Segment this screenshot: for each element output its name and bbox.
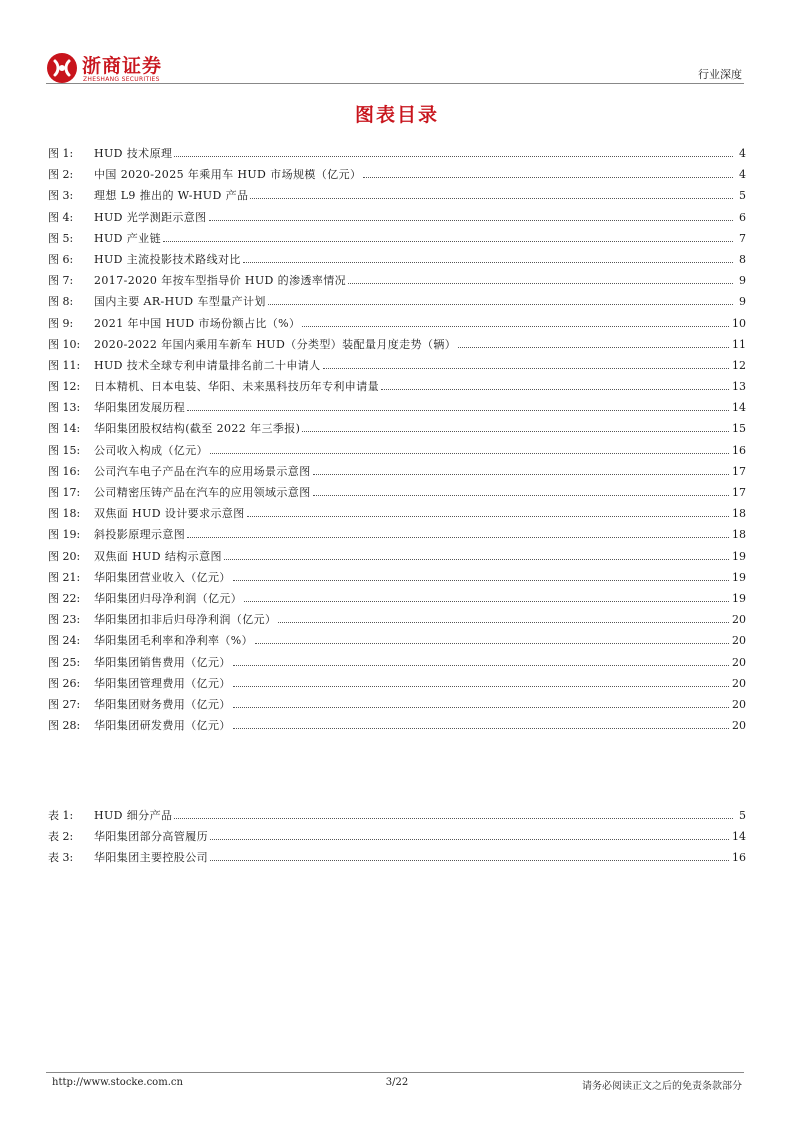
toc-entry-page: 18 <box>732 528 746 542</box>
toc-entry-page: 20 <box>732 676 746 690</box>
figure-toc-entry[interactable] <box>48 526 746 547</box>
toc-entry-title: 华阳集团扣非后归母净利润（亿元） <box>94 613 277 627</box>
toc-entry-title: 国内主要 AR-HUD 车型量产计划 <box>94 295 266 309</box>
toc-entry-page: 19 <box>732 591 746 605</box>
toc-entry-number: 图 17: <box>48 486 81 499</box>
toc-dot-leader <box>210 860 729 861</box>
toc-dot-leader <box>363 177 733 178</box>
figure-toc-entry[interactable] <box>48 632 746 653</box>
toc-entry-number: 图 24: <box>48 634 81 648</box>
figure-toc-entry[interactable] <box>48 569 746 590</box>
page-title: 图表目录 <box>354 104 439 126</box>
toc-entry-page: 16 <box>732 443 746 457</box>
toc-entry-number: 图 28: <box>48 719 81 733</box>
toc-entry-number: 图 8: <box>48 295 74 309</box>
toc-entry-title: 华阳集团归母净利润（亿元） <box>94 591 243 605</box>
toc-entry-number: 图 15: <box>48 443 81 457</box>
figure-toc-entry[interactable] <box>48 399 746 420</box>
figure-toc-entry[interactable] <box>48 357 746 378</box>
toc-entry-page: 14 <box>732 401 746 415</box>
toc-entry-title: 中国 2020-2025 年乘用车 HUD 市场规模（亿元） <box>94 168 362 182</box>
toc-dot-leader <box>174 156 733 157</box>
toc-entry-page: 20 <box>732 655 746 669</box>
toc-entry-title: 公司收入构成（亿元） <box>94 443 208 457</box>
toc-entry-number: 图 12: <box>48 380 81 394</box>
toc-entry-number: 图 27: <box>48 697 81 711</box>
toc-entry-title: HUD 光学测距示意图 <box>94 210 207 224</box>
toc-entry-number: 图 26: <box>48 676 81 690</box>
toc-entry-number: 图 6: <box>48 252 74 266</box>
toc-dot-leader <box>163 241 733 242</box>
toc-dot-leader <box>313 474 729 475</box>
figure-toc-entry[interactable] <box>48 420 746 441</box>
toc-entry-page: 7 <box>739 231 746 245</box>
toc-dot-leader <box>224 559 729 560</box>
toc-entry-number: 图 19: <box>48 528 81 542</box>
footer-divider <box>46 1072 744 1073</box>
toc-entry-title: 日本精机、日本电装、华阳、未来黑科技历年专利申请量 <box>94 380 379 394</box>
toc-entry-number: 图 10: <box>48 337 81 351</box>
toc-entry-title: 2017-2020 年按车型指导价 HUD 的渗透率情况 <box>94 274 347 288</box>
toc-entry-number: 图 9: <box>48 316 74 330</box>
figure-list <box>48 145 746 738</box>
toc-dot-leader <box>348 283 733 284</box>
toc-entry-title: 理想 L9 推出的 W-HUD 产品 <box>94 189 249 203</box>
figure-toc-entry[interactable] <box>48 378 746 399</box>
toc-entry-page: 20 <box>732 613 746 627</box>
toc-dot-leader <box>323 368 729 369</box>
toc-dot-leader <box>255 643 729 644</box>
toc-dot-leader <box>268 304 733 305</box>
toc-entry-title: HUD 技术全球专利申请量排名前二十申请人 <box>94 358 321 372</box>
toc-dot-leader <box>210 453 729 454</box>
header-divider <box>46 83 744 84</box>
figure-toc-entry[interactable] <box>48 336 746 357</box>
toc-dot-leader <box>174 818 733 819</box>
toc-entry-page: 5 <box>739 189 746 203</box>
toc-entry-title: 公司精密压铸产品在汽车的应用领域示意图 <box>94 486 311 499</box>
footer-url[interactable]: http://www.stocke.com.cn <box>52 1077 183 1088</box>
toc-entry-number: 图 7: <box>48 274 74 288</box>
toc-dot-leader <box>187 537 729 538</box>
toc-entry-page: 18 <box>732 507 746 521</box>
zheshang-logo-icon <box>46 52 78 84</box>
toc-entry-number: 图 25: <box>48 655 81 669</box>
table-toc-entry[interactable] <box>48 828 746 849</box>
toc-entry-page: 12 <box>732 358 746 372</box>
table-toc-entry[interactable] <box>48 807 746 828</box>
toc-entry-title: HUD 产业链 <box>94 231 161 245</box>
figure-toc-entry[interactable] <box>48 272 746 293</box>
figure-toc-entry[interactable] <box>48 442 746 463</box>
toc-entry-title: 华阳集团毛利率和净利率（%） <box>94 634 254 648</box>
figure-toc-entry[interactable] <box>48 251 746 272</box>
toc-entry-page: 19 <box>732 570 746 584</box>
toc-entry-number: 表 3: <box>48 851 74 865</box>
figure-toc-entry[interactable] <box>48 654 746 675</box>
toc-entry-number: 图 3: <box>48 189 74 203</box>
toc-entry-number: 图 4: <box>48 210 74 224</box>
toc-dot-leader <box>209 220 733 221</box>
toc-entry-title: 华阳集团财务费用（亿元） <box>94 697 231 711</box>
footer-page-number: 3/22 <box>385 1077 409 1088</box>
toc-entry-page: 13 <box>732 380 746 394</box>
toc-entry-title: HUD 细分产品 <box>94 809 173 822</box>
toc-entry-page: 15 <box>732 422 746 436</box>
toc-dot-leader <box>302 326 729 327</box>
toc-entry-title: 2020-2022 年国内乘用车新车 HUD（分类型）装配量月度走势（辆） <box>94 337 457 351</box>
toc-dot-leader <box>233 686 729 687</box>
toc-entry-title: 华阳集团股权结构(截至 2022 年三季报) <box>94 422 301 436</box>
toc-entry-number: 表 2: <box>48 830 74 844</box>
toc-entry-title: 华阳集团主要控股公司 <box>94 851 208 865</box>
toc-entry-title: 公司汽车电子产品在汽车的应用场景示意图 <box>94 464 311 478</box>
toc-entry-page: 9 <box>739 274 746 288</box>
figure-toc-entry[interactable] <box>48 187 746 208</box>
figure-toc-entry[interactable] <box>48 145 746 166</box>
toc-entry-page: 4 <box>739 168 746 182</box>
toc-entry-page: 16 <box>732 851 746 865</box>
figure-toc-entry[interactable] <box>48 696 746 717</box>
toc-entry-page: 17 <box>732 464 746 478</box>
toc-dot-leader <box>244 601 729 602</box>
toc-entry-page: 6 <box>739 210 746 224</box>
toc-entry-page: 20 <box>732 719 746 733</box>
toc-entry-number: 图 11: <box>48 358 81 372</box>
toc-entry-page: 8 <box>739 252 746 266</box>
toc-entry-number: 图 2: <box>48 168 74 182</box>
toc-entry-title: 双焦面 HUD 结构示意图 <box>94 549 222 563</box>
figure-toc-entry[interactable] <box>48 548 746 569</box>
figure-toc-entry[interactable] <box>48 293 746 314</box>
figure-toc-entry[interactable] <box>48 611 746 632</box>
figure-toc-entry[interactable] <box>48 505 746 526</box>
toc-entry-title: 华阳集团研发费用（亿元） <box>94 719 231 733</box>
figure-toc-entry[interactable] <box>48 717 746 738</box>
toc-entry-page: 20 <box>732 697 746 711</box>
table-toc-entry[interactable] <box>48 849 746 870</box>
toc-dot-leader <box>250 198 733 199</box>
toc-entry-page: 10 <box>732 316 746 330</box>
toc-entry-number: 图 5: <box>48 231 74 245</box>
toc-entry-title: 华阳集团发展历程 <box>94 401 186 415</box>
toc-entry-page: 11 <box>732 337 746 351</box>
figure-toc-entry[interactable] <box>48 484 746 505</box>
figure-toc-entry[interactable] <box>48 463 746 484</box>
toc-entry-page: 9 <box>739 295 746 309</box>
figure-toc-entry[interactable] <box>48 230 746 251</box>
toc-dot-leader <box>278 622 729 623</box>
toc-entry-title: 华阳集团销售费用（亿元） <box>94 655 231 669</box>
toc-entry-number: 图 14: <box>48 422 81 436</box>
toc-entry-number: 表 1: <box>48 809 74 822</box>
toc-entry-page: 20 <box>732 634 746 648</box>
toc-entry-title: 华阳集团部分高管履历 <box>94 830 208 844</box>
toc-dot-leader <box>302 431 729 432</box>
toc-entry-number: 图 20: <box>48 549 81 563</box>
toc-dot-leader <box>210 839 729 840</box>
toc-dot-leader <box>233 580 729 581</box>
toc-dot-leader <box>458 347 729 348</box>
figure-toc-entry[interactable] <box>48 166 746 187</box>
toc-entry-number: 图 16: <box>48 464 81 478</box>
toc-entry-page: 14 <box>732 830 746 844</box>
toc-dot-leader <box>233 728 729 729</box>
toc-entry-page: 4 <box>739 147 746 160</box>
toc-dot-leader <box>247 516 729 517</box>
table-list <box>48 807 746 871</box>
toc-dot-leader <box>243 262 733 263</box>
toc-entry-title: HUD 技术原理 <box>94 147 173 160</box>
figure-toc-entry[interactable] <box>48 675 746 696</box>
toc-entry-number: 图 18: <box>48 507 81 521</box>
toc-entry-number: 图 21: <box>48 570 81 584</box>
footer-disclaimer: 请务必阅读正文之后的免责条款部分 <box>582 1081 742 1092</box>
toc-entry-page: 17 <box>732 486 746 499</box>
report-type: 行业深度 <box>698 68 742 81</box>
logo-name: 浙商证券 <box>82 55 163 77</box>
toc-entry-title: 双焦面 HUD 设计要求示意图 <box>94 507 245 521</box>
toc-dot-leader <box>233 707 729 708</box>
figure-toc-entry[interactable] <box>48 315 746 336</box>
figure-toc-entry[interactable] <box>48 590 746 611</box>
toc-entry-number: 图 1: <box>48 147 74 160</box>
toc-entry-title: 华阳集团营业收入（亿元） <box>94 570 231 584</box>
toc-dot-leader <box>187 410 729 411</box>
toc-dot-leader <box>381 389 729 390</box>
company-logo <box>46 50 176 86</box>
logo-subtitle: ZHESHANG SECURITIES <box>83 76 160 83</box>
toc-entry-title: 华阳集团管理费用（亿元） <box>94 676 231 690</box>
toc-entry-number: 图 22: <box>48 591 81 605</box>
toc-entry-number: 图 13: <box>48 401 81 415</box>
toc-dot-leader <box>313 495 729 496</box>
toc-entry-title: HUD 主流投影技术路线对比 <box>94 252 241 266</box>
toc-entry-page: 5 <box>739 809 746 822</box>
toc-entry-title: 斜投影原理示意图 <box>94 528 186 542</box>
toc-entry-title: 2021 年中国 HUD 市场份额占比（%） <box>94 316 301 330</box>
toc-dot-leader <box>233 665 729 666</box>
toc-entry-page: 19 <box>732 549 746 563</box>
figure-toc-entry[interactable] <box>48 209 746 230</box>
toc-entry-number: 图 23: <box>48 613 81 627</box>
